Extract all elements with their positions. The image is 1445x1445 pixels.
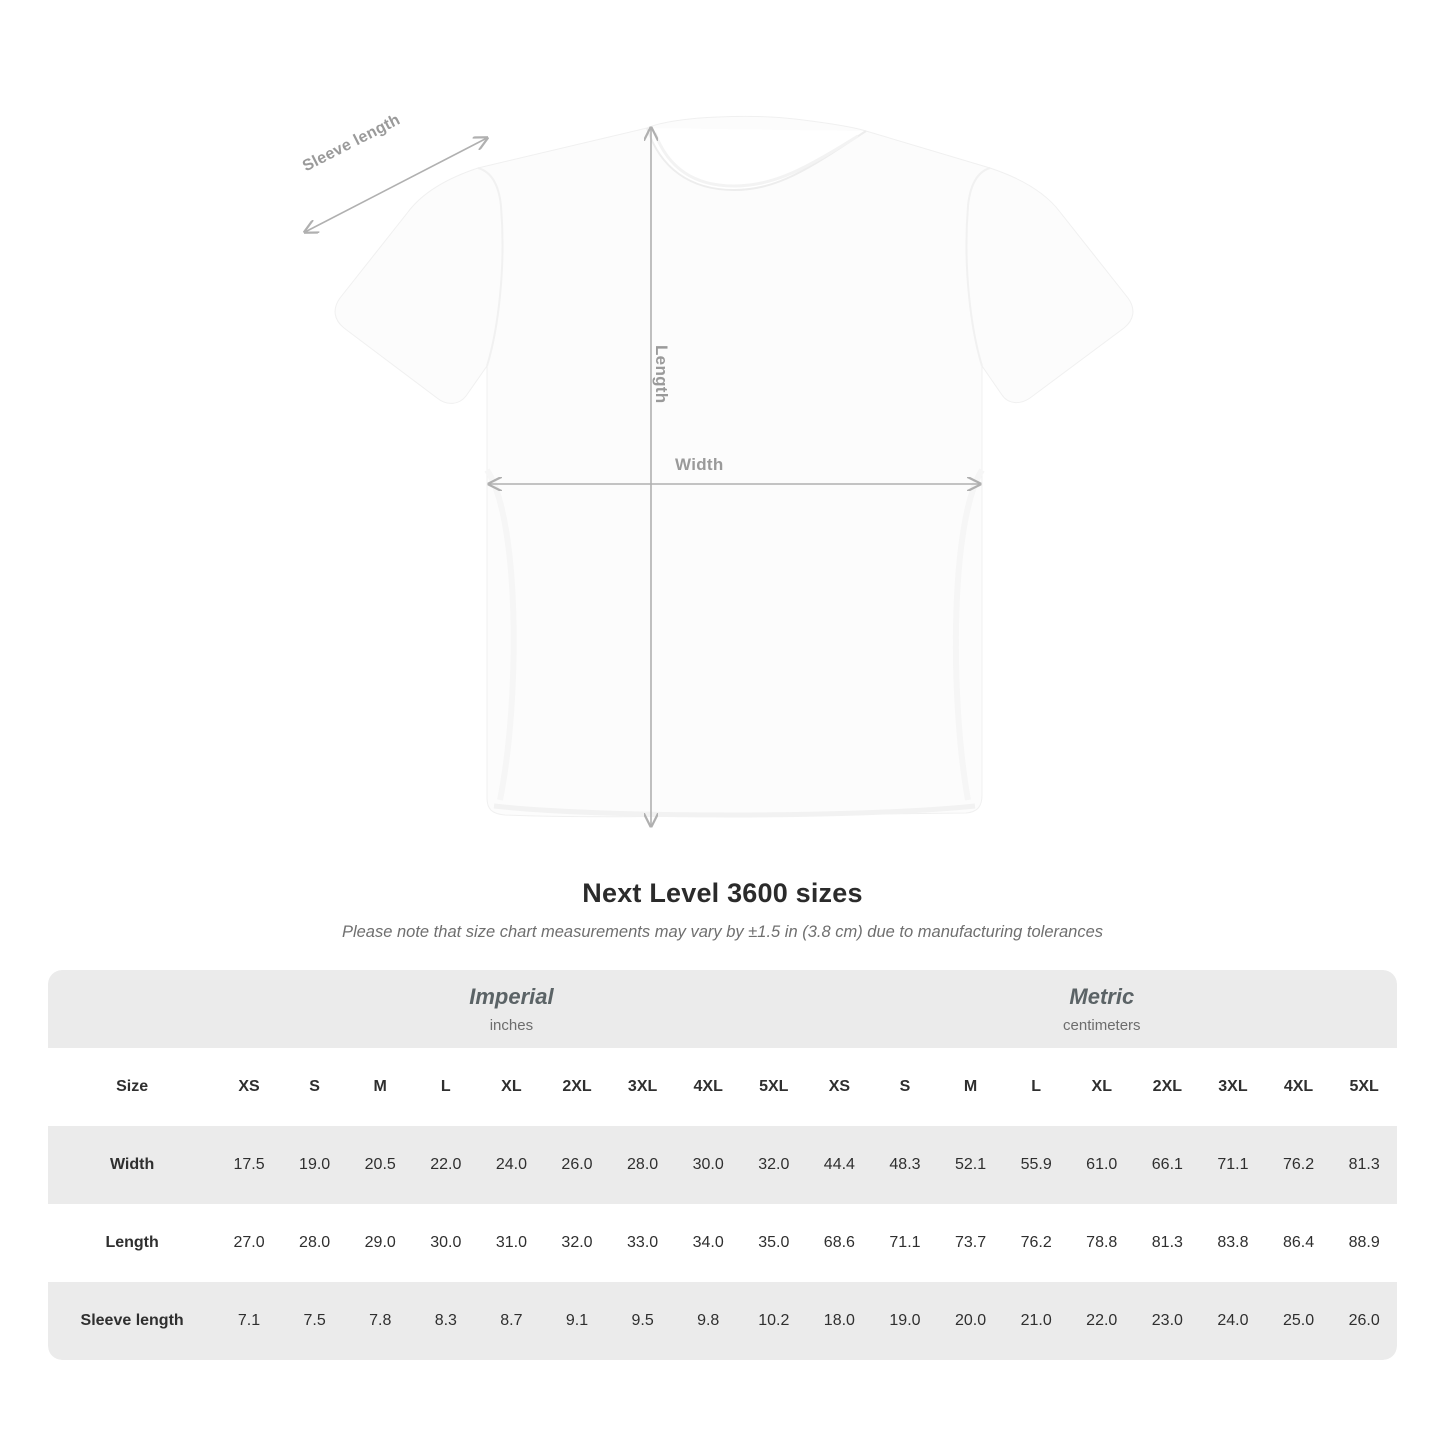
unit-sub-metric: centimeters bbox=[1063, 1016, 1141, 1034]
width-5xl-metric: 81.3 bbox=[1331, 1126, 1397, 1204]
sleeve-l-imperial: 8.3 bbox=[413, 1282, 479, 1360]
unit-name-metric: Metric bbox=[1069, 984, 1135, 1010]
length-m-imperial: 29.0 bbox=[347, 1204, 413, 1282]
length-3xl-imperial: 33.0 bbox=[610, 1204, 676, 1282]
size-cell-m-imperial: M bbox=[347, 1048, 413, 1126]
width-s-metric: 48.3 bbox=[872, 1126, 938, 1204]
unit-sub-imperial: inches bbox=[489, 1016, 534, 1034]
size-cell-2xl-metric: 2XL bbox=[1135, 1048, 1201, 1126]
unit-name-imperial: Imperial bbox=[469, 984, 554, 1010]
tolerance-note: Please note that size chart measurements may vary by ±1.5 in (3.8 cm) due to manufacturing tolerances bbox=[341, 923, 1104, 941]
row-label-width: Width bbox=[48, 1126, 216, 1204]
table-row bbox=[48, 970, 1397, 1048]
size-cell-xl-metric: XL bbox=[1069, 1048, 1135, 1126]
width-5xl-imperial: 32.0 bbox=[741, 1126, 807, 1204]
length-xl-metric: 78.8 bbox=[1069, 1204, 1135, 1282]
length-2xl-imperial: 32.0 bbox=[544, 1204, 610, 1282]
size-cell-3xl-imperial: 3XL bbox=[610, 1048, 676, 1126]
size-cell-xs-metric: XS bbox=[807, 1048, 873, 1126]
length-s-imperial: 28.0 bbox=[282, 1204, 348, 1282]
table-row-width bbox=[48, 1126, 1397, 1204]
width-xl-imperial: 24.0 bbox=[479, 1126, 545, 1204]
size-cell-l-metric: L bbox=[1003, 1048, 1069, 1126]
sleeve-xs-metric: 18.0 bbox=[807, 1282, 873, 1360]
length-4xl-imperial: 34.0 bbox=[675, 1204, 741, 1282]
sleeve-l-metric: 21.0 bbox=[1003, 1282, 1069, 1360]
size-cell-4xl-metric: 4XL bbox=[1266, 1048, 1332, 1126]
size-cell-s-metric: S bbox=[872, 1048, 938, 1126]
length-3xl-metric: 83.8 bbox=[1200, 1204, 1266, 1282]
width-m-metric: 52.1 bbox=[938, 1126, 1004, 1204]
size-cell-xl-imperial: XL bbox=[479, 1048, 545, 1126]
sleeve-3xl-metric: 24.0 bbox=[1200, 1282, 1266, 1360]
size-table-wrapper bbox=[48, 970, 1397, 1360]
width-2xl-imperial: 26.0 bbox=[544, 1126, 610, 1204]
width-l-metric: 55.9 bbox=[1003, 1126, 1069, 1204]
title-block bbox=[0, 878, 1445, 942]
table-row-length bbox=[48, 1204, 1397, 1282]
length-xl-imperial: 31.0 bbox=[479, 1204, 545, 1282]
width-m-imperial: 20.5 bbox=[347, 1126, 413, 1204]
sleeve-xs-imperial: 7.1 bbox=[216, 1282, 282, 1360]
size-cell-5xl-imperial: 5XL bbox=[741, 1048, 807, 1126]
size-cell-2xl-imperial: 2XL bbox=[544, 1048, 610, 1126]
size-cell-5xl-metric: 5XL bbox=[1331, 1048, 1397, 1126]
length-xs-metric: 68.6 bbox=[807, 1204, 873, 1282]
width-2xl-metric: 66.1 bbox=[1135, 1126, 1201, 1204]
size-cell-4xl-imperial: 4XL bbox=[675, 1048, 741, 1126]
sleeve-5xl-imperial: 10.2 bbox=[741, 1282, 807, 1360]
sleeve-s-imperial: 7.5 bbox=[282, 1282, 348, 1360]
length-4xl-metric: 86.4 bbox=[1266, 1204, 1332, 1282]
width-label: Width bbox=[675, 455, 724, 474]
length-l-metric: 76.2 bbox=[1003, 1204, 1069, 1282]
length-label: Length bbox=[652, 345, 671, 404]
sleeve-5xl-metric: 26.0 bbox=[1331, 1282, 1397, 1360]
width-s-imperial: 19.0 bbox=[282, 1126, 348, 1204]
sleeve-m-imperial: 7.8 bbox=[347, 1282, 413, 1360]
size-cell-3xl-metric: 3XL bbox=[1200, 1048, 1266, 1126]
width-l-imperial: 22.0 bbox=[413, 1126, 479, 1204]
sleeve-xl-metric: 22.0 bbox=[1069, 1282, 1135, 1360]
sleeve-length-label: Sleeve length bbox=[300, 111, 404, 176]
size-table bbox=[48, 970, 1397, 1360]
length-m-metric: 73.7 bbox=[938, 1204, 1004, 1282]
units-corner-cell bbox=[48, 970, 216, 1048]
width-4xl-imperial: 30.0 bbox=[675, 1126, 741, 1204]
page-title: Next Level 3600 sizes bbox=[582, 878, 863, 908]
row-label-length: Length bbox=[48, 1204, 216, 1282]
sleeve-2xl-imperial: 9.1 bbox=[544, 1282, 610, 1360]
table-row-size bbox=[48, 1048, 1397, 1126]
length-l-imperial: 30.0 bbox=[413, 1204, 479, 1282]
unit-header-imperial bbox=[216, 970, 806, 1048]
sleeve-4xl-metric: 25.0 bbox=[1266, 1282, 1332, 1360]
length-5xl-imperial: 35.0 bbox=[741, 1204, 807, 1282]
sleeve-xl-imperial: 8.7 bbox=[479, 1282, 545, 1360]
length-2xl-metric: 81.3 bbox=[1135, 1204, 1201, 1282]
unit-header-metric bbox=[807, 970, 1397, 1048]
width-xs-imperial: 17.5 bbox=[216, 1126, 282, 1204]
width-3xl-metric: 71.1 bbox=[1200, 1126, 1266, 1204]
sleeve-2xl-metric: 23.0 bbox=[1135, 1282, 1201, 1360]
sleeve-m-metric: 20.0 bbox=[938, 1282, 1004, 1360]
table-row-sleeve-length bbox=[48, 1282, 1397, 1360]
width-xl-metric: 61.0 bbox=[1069, 1126, 1135, 1204]
sleeve-4xl-imperial: 9.8 bbox=[675, 1282, 741, 1360]
sleeve-3xl-imperial: 9.5 bbox=[610, 1282, 676, 1360]
row-label-size: Size bbox=[48, 1048, 216, 1126]
length-s-metric: 71.1 bbox=[872, 1204, 938, 1282]
size-cell-s-imperial: S bbox=[282, 1048, 348, 1126]
length-5xl-metric: 88.9 bbox=[1331, 1204, 1397, 1282]
sleeve-s-metric: 19.0 bbox=[872, 1282, 938, 1360]
row-label-sleeve-length: Sleeve length bbox=[48, 1282, 216, 1360]
size-cell-l-imperial: L bbox=[413, 1048, 479, 1126]
width-3xl-imperial: 28.0 bbox=[610, 1126, 676, 1204]
width-xs-metric: 44.4 bbox=[807, 1126, 873, 1204]
length-xs-imperial: 27.0 bbox=[216, 1204, 282, 1282]
width-4xl-metric: 76.2 bbox=[1266, 1126, 1332, 1204]
size-cell-xs-imperial: XS bbox=[216, 1048, 282, 1126]
size-cell-m-metric: M bbox=[938, 1048, 1004, 1126]
